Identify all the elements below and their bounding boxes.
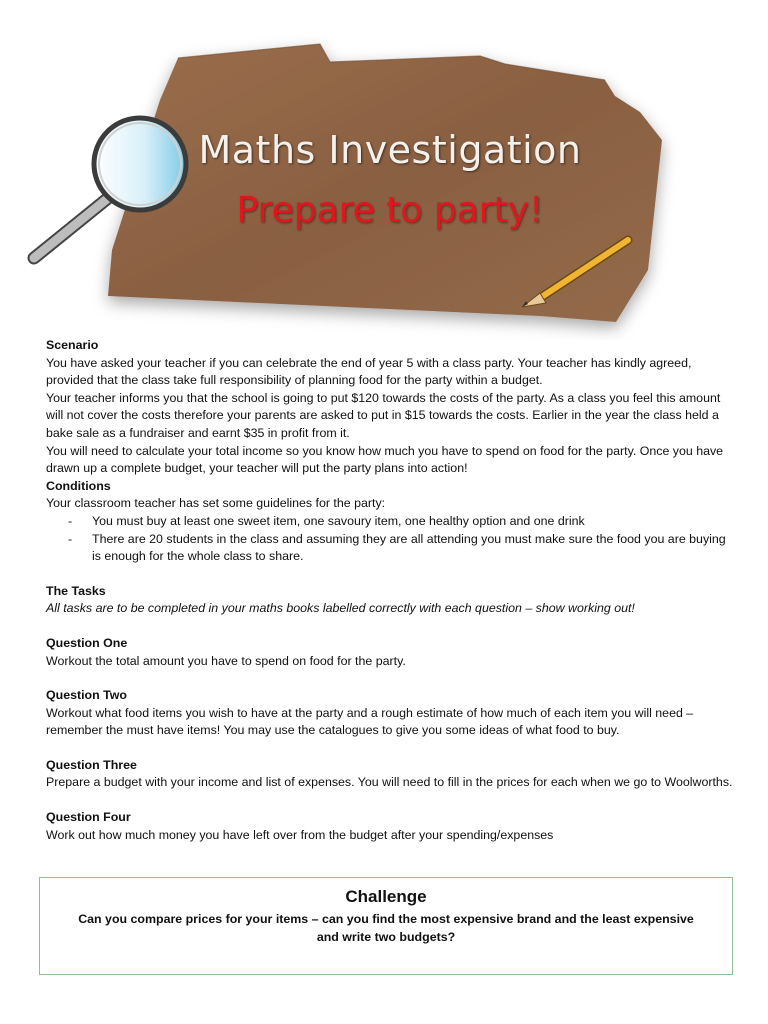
bullet-text: There are 20 students in the class and assuming they are all attending you must make sure the food you are buying is enough for the whole class to share. bbox=[92, 531, 726, 564]
tasks-heading: The Tasks bbox=[46, 583, 106, 598]
folder-icon bbox=[108, 44, 662, 322]
question-one-title: Question One bbox=[46, 635, 128, 650]
question-one-text: Workout the total amount you have to spend on food for the party. bbox=[46, 653, 406, 668]
banner bbox=[0, 0, 768, 340]
document-body bbox=[46, 337, 736, 844]
challenge-title: Challenge bbox=[345, 887, 427, 906]
scenario-heading: Scenario bbox=[46, 338, 99, 352]
scenario-paragraph-3: You will need to calculate your total income so you know how much you have to spend on food for the party. Once you have drawn up a complete budget, your teacher will put the party plans into action! bbox=[46, 443, 724, 476]
question-four-text: Work out how much money you have left over from the budget after your spending/expenses bbox=[46, 827, 554, 842]
question-three-title: Question Three bbox=[46, 757, 137, 772]
question-three-text: Prepare a budget with your income and list of expenses. You will need to fill in the prices for each when we go to Woolworths. bbox=[46, 775, 733, 790]
banner-title: Maths Investigation bbox=[198, 128, 582, 172]
question-two-title: Question Two bbox=[46, 688, 127, 703]
scenario-paragraph-2: Your teacher informs you that the school is going to put $120 towards the costs of the party. As a class you feel this amount will not cover the costs therefore your parents are asked to put in $15 towards the costs. Earlier in the year the class held a bake sale as a fundraiser and earnt $35 in profit from it. bbox=[46, 390, 721, 440]
conditions-intro: Your classroom teacher has set some guidelines for the party: bbox=[46, 496, 386, 511]
question-four-title: Question Four bbox=[46, 810, 131, 825]
list-item bbox=[46, 513, 736, 531]
tasks-note: All tasks are to be completed in your maths books labelled correctly with each question – show working out! bbox=[46, 601, 635, 616]
list-item bbox=[46, 531, 736, 566]
challenge-text: Can you compare prices for your items – can you find the most expensive brand and the least expensive and write two budgets? bbox=[78, 912, 694, 944]
conditions-list bbox=[46, 513, 736, 566]
conditions-heading: Conditions bbox=[46, 478, 111, 493]
bullet-text: You must buy at least one sweet item, one savoury item, one healthy option and one drink bbox=[92, 513, 585, 528]
challenge-box bbox=[39, 877, 733, 975]
bullet-dash: - bbox=[68, 513, 73, 528]
scenario-paragraph-1: You have asked your teacher if you can celebrate the end of year 5 with a class party. Your teacher has kindly agreed, provided that the class take full responsibility of planning food for the party within a budget. bbox=[46, 355, 692, 388]
question-two-text: Workout what food items you wish to have at the party and a rough estimate of how much of each item you will need – remember the must have items! You may use the catalogues to give you some ideas of what food to buy. bbox=[46, 705, 694, 738]
bullet-dash: - bbox=[68, 531, 73, 546]
banner-subtitle: Prepare to party! bbox=[236, 190, 544, 231]
